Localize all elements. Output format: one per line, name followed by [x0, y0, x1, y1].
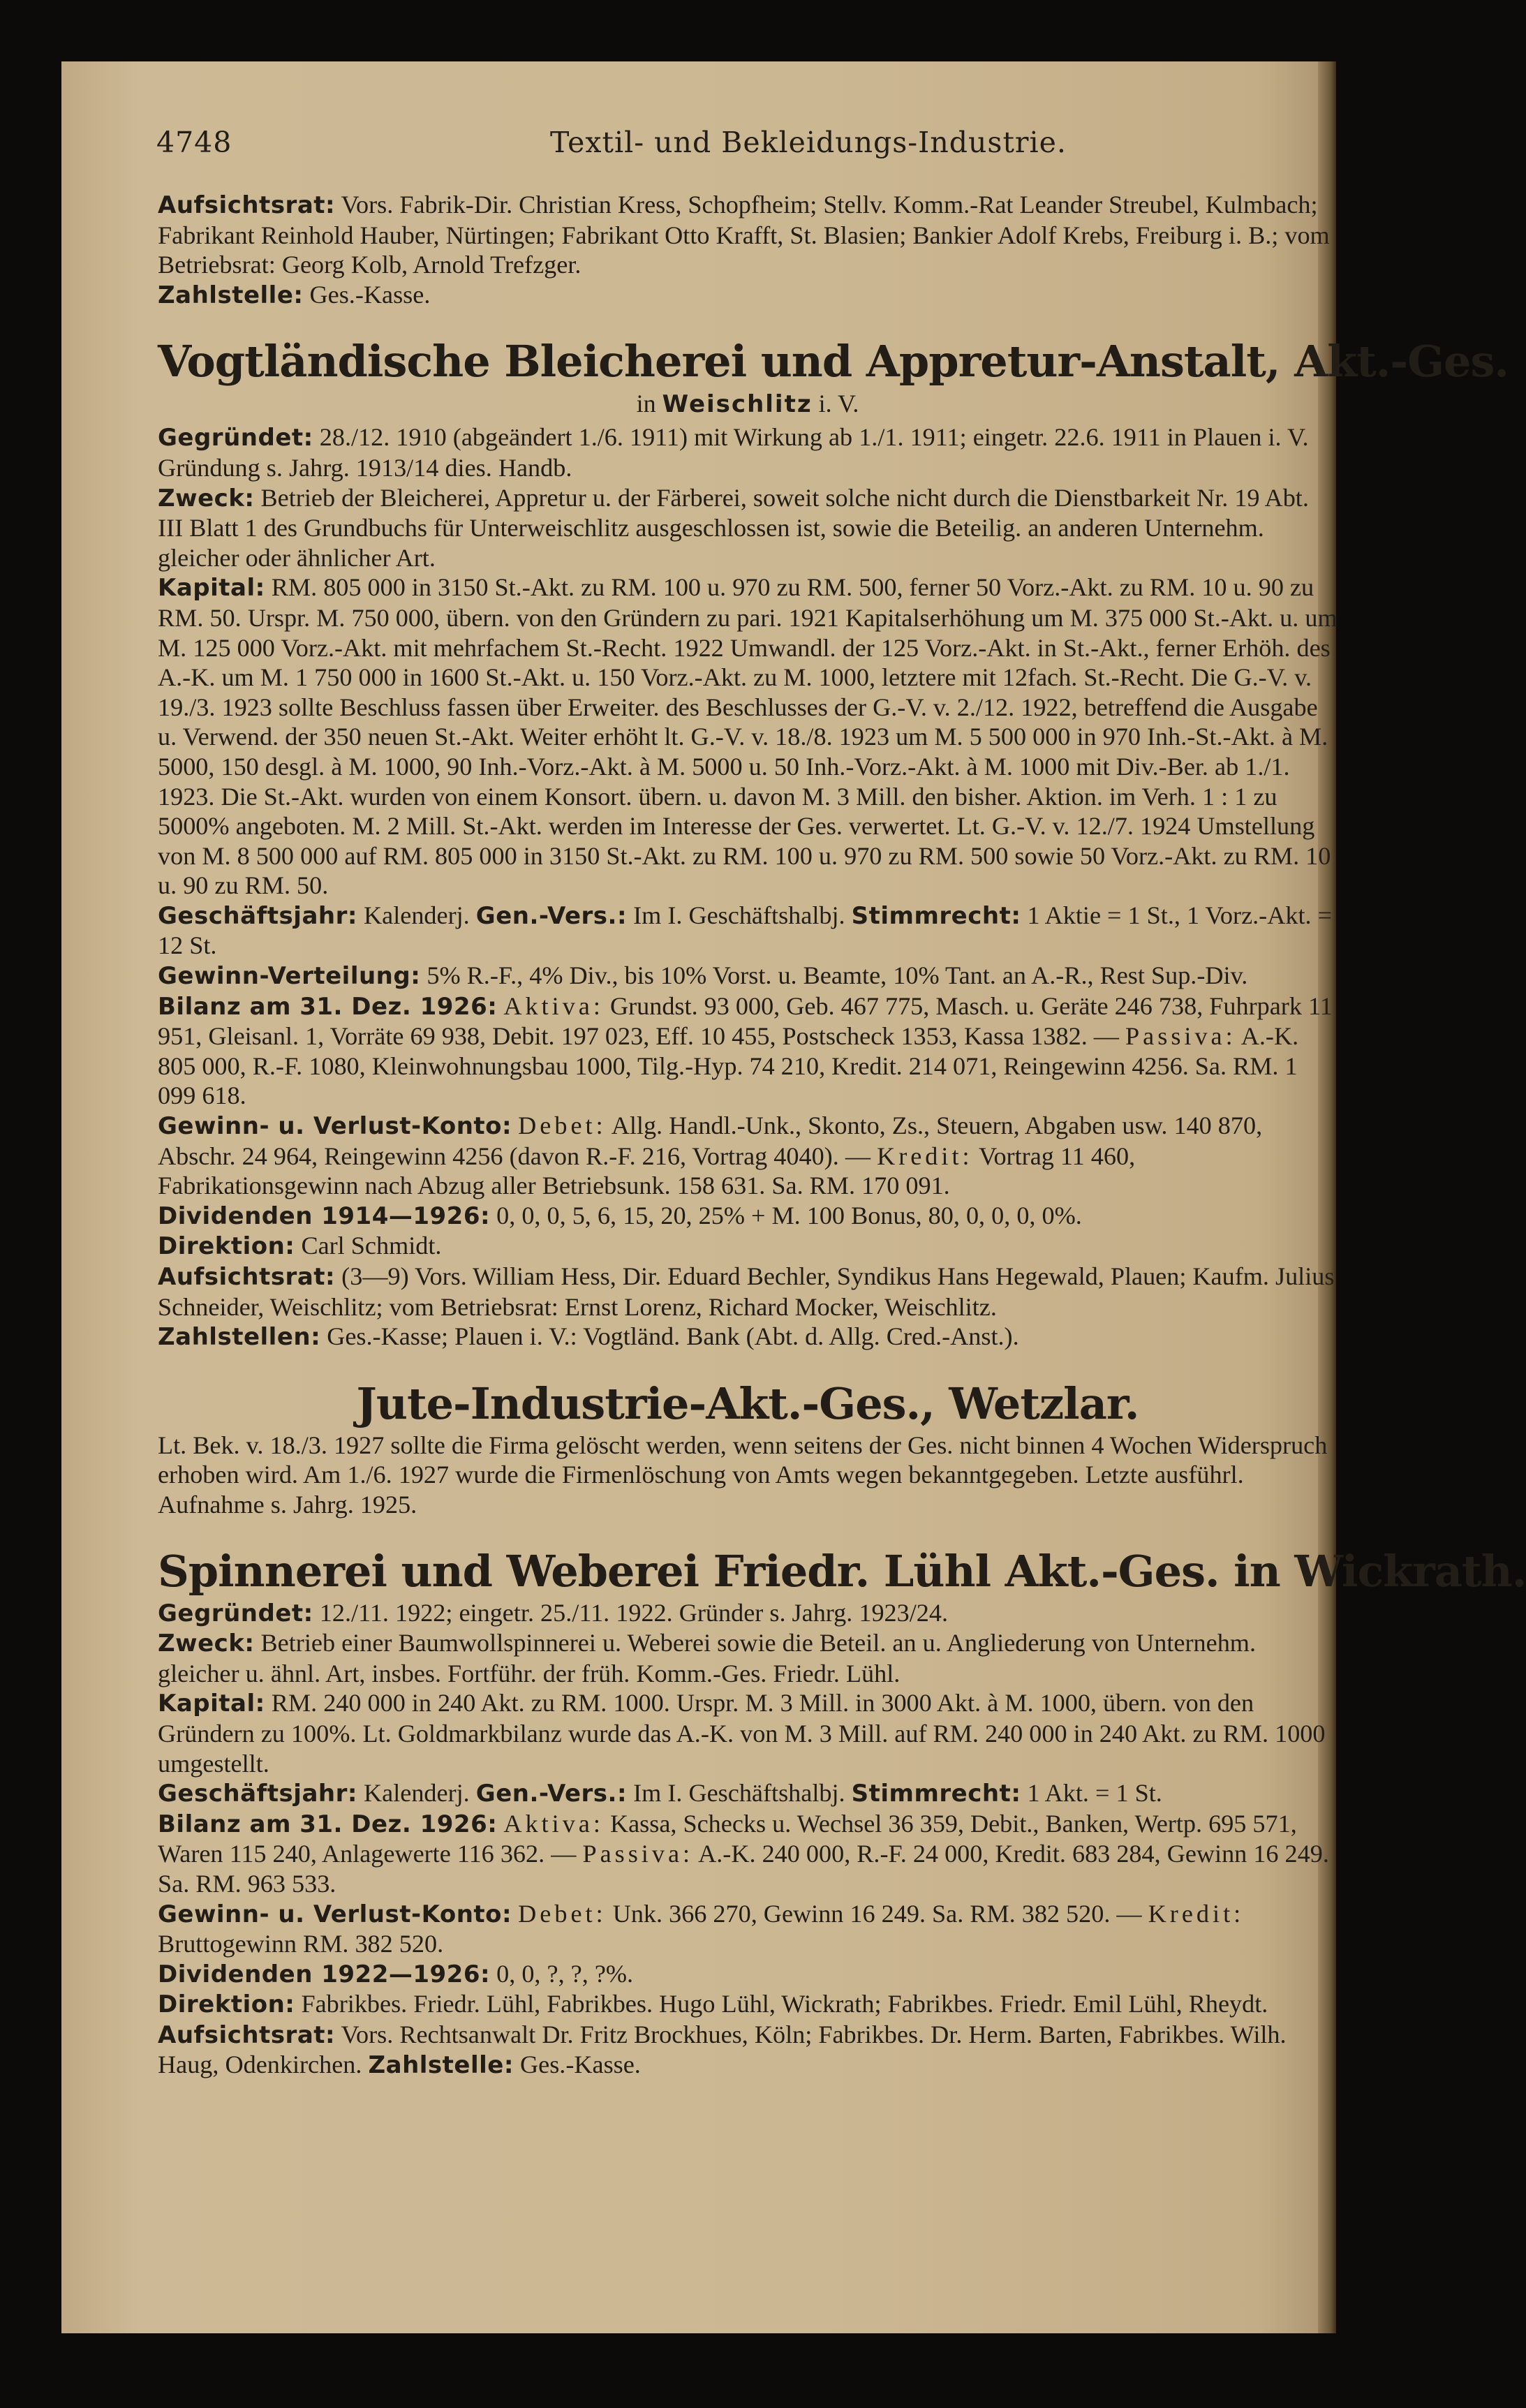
- field-label: Direktion:: [158, 1232, 295, 1261]
- field-label: Geschäftsjahr:: [158, 901, 357, 930]
- field-label: Zahlstelle:: [368, 2051, 514, 2080]
- field-label: Aufsichtsrat:: [158, 1263, 336, 1291]
- field-sublabel: Passiva:: [1125, 1022, 1236, 1051]
- page-number: 4748: [156, 126, 232, 159]
- field-text: Kassa, Schecks u. Wechsel 36 359, Debit., Banken, Wertp. 695 571, Waren 115 240, Anlagewerte 116 362. —: [158, 1809, 1297, 1868]
- field-geschaeftsjahr: [158, 1778, 1338, 1809]
- field-aufsichtsrat: [158, 1262, 1338, 1322]
- field-label: Dividenden 1922—1926:: [158, 1960, 491, 1988]
- field-text: Betrieb der Bleicherei, Appretur u. der Färberei, soweit solche nicht durch die Dienstbarkeit Nr. 19 Abt. III Blatt 1 des Grundbuchs für Unterweischlitz ausgeschlossen ist, sowie die Beteilig. an anderen Unternehm. gleicher oder ähnlicher Art.: [158, 483, 1309, 572]
- field-label: Kapital:: [158, 574, 265, 603]
- field-label: Gen.-Vers.:: [475, 901, 628, 930]
- field-gegruendet: [158, 422, 1338, 482]
- field-text: Unk. 366 270, Gewinn 16 249. Sa. RM. 382 520. —: [612, 1899, 1142, 1928]
- field-label: Stimmrecht:: [851, 901, 1021, 930]
- field-direktion: [158, 1989, 1338, 2020]
- field-kapital: [158, 573, 1338, 901]
- field-aufsichtsrat: [158, 190, 1338, 280]
- company-title: Spinnerei und Weberei Friedr. Lühl Akt.-Ges. in Wickrath.: [158, 1545, 1526, 1597]
- field-text: Betrieb einer Baumwollspinnerei u. Weberei sowie die Beteil. an u. Angliederung von Unternehm. gleicher u. ähnl. Art, insbes. Fortführ. der früh. Komm.-Ges. Friedr. Lühl.: [158, 1629, 1256, 1687]
- field-text: Vors. Rechtsanwalt Dr. Fritz Brockhues, Köln; Fabrikbes. Dr. Herm. Barten, Fabrikbes. Wilh. Haug, Odenkirchen.: [158, 2020, 1287, 2079]
- field-sublabel: Kredit:: [1148, 1899, 1245, 1928]
- field-text: 0, 0, 0, 5, 6, 15, 20, 25% + M. 100 Bonus, 80, 0, 0, 0, 0%.: [496, 1201, 1082, 1229]
- page-text: [158, 190, 1526, 2081]
- field-dividenden: [158, 1201, 1338, 1232]
- field-text: 5% R.-F., 4% Div., bis 10% Vorst. u. Beamte, 10% Tant. an A.-R., Rest Sup.-Div.: [427, 961, 1248, 990]
- location-name: Weischlitz: [662, 390, 813, 419]
- field-text: Kalenderj.: [364, 901, 470, 929]
- field-label: Zahlstelle:: [158, 281, 304, 309]
- field-text: 1 Aktie = 1 St., 1 Vorz.-Akt. = 12 St.: [158, 901, 1333, 960]
- field-text: Carl Schmidt.: [301, 1232, 442, 1260]
- field-zahlstellen: [158, 1322, 1338, 1352]
- entry-continuation: [158, 190, 1338, 310]
- field-text: Ges.-Kasse.: [309, 280, 431, 309]
- field-text: Bruttogewinn RM. 382 520.: [158, 1930, 444, 1958]
- field-bilanz: [158, 991, 1338, 1111]
- field-label: Gewinn-Verteilung:: [158, 962, 421, 991]
- field-gewinn-verlust-konto: [158, 1111, 1338, 1201]
- field-text: 1 Akt. = 1 St.: [1027, 1779, 1162, 1808]
- field-text: RM. 240 000 in 240 Akt. zu RM. 1000. Urspr. M. 3 Mill. in 3000 Akt. à M. 1000, übern. von den Gründern zu 100%. Lt. Goldmarkbilanz wurde das A.-K. von M. 3 Mill. auf RM. 240 000 in 240 Akt. zu RM. 1000 umgestellt.: [158, 1689, 1326, 1778]
- field-label: Bilanz am 31. Dez. 1926:: [158, 1810, 498, 1838]
- entry-jute-industrie: [158, 1377, 1338, 1520]
- field-text: 12./11. 1922; eingetr. 25./11. 1922. Gründer s. Jahrg. 1923/24.: [319, 1598, 949, 1627]
- field-label: Direktion:: [158, 1990, 295, 2019]
- field-label: Zweck:: [158, 1630, 255, 1658]
- field-text: A.-K. 805 000, R.-F. 1080, Kleinwohnungsbau 1000, Tilg.-Hyp. 74 210, Kredit. 214 071, Reingewinn 4256. Sa. RM. 1 099 618.: [158, 1022, 1299, 1110]
- field-text: (3—9) Vors. William Hess, Dir. Eduard Bechler, Syndikus Hans Hegewald, Plauen; Kaufm. Julius Schneider, Weischlitz; vom Betriebsrat: Ernst Lorenz, Richard Mocker, Weischlitz.: [158, 1262, 1335, 1321]
- field-sublabel: Debet:: [518, 1111, 607, 1140]
- field-sublabel: Debet:: [518, 1899, 607, 1928]
- field-kapital: [158, 1688, 1338, 1778]
- field-label: Bilanz am 31. Dez. 1926:: [158, 992, 498, 1021]
- field-text: Im I. Geschäftshalbj.: [633, 1779, 845, 1808]
- entry-text: Lt. Bek. v. 18./3. 1927 sollte die Firma gelöscht werden, wenn seitens der Ges. nicht binnen 4 Wochen Widerspruch erhoben wird. Am 1./6. 1927 wurde die Firmenlöschung von Amts wegen bekanntgegeben. Letzte ausführl. Aufnahme s. Jahrg. 1925.: [158, 1431, 1328, 1519]
- field-zahlstelle: [158, 280, 1338, 311]
- field-label: Kapital:: [158, 1690, 265, 1718]
- entry-spinnerei-weberei-luehl: [158, 1545, 1526, 2081]
- field-dividenden: [158, 1959, 1338, 1990]
- field-text: Allg. Handl.-Unk., Skonto, Zs., Steuern, Abgaben usw. 140 870, Abschr. 24 964, Reingewinn 4256 (davon R.-F. 216, Vortrag 4040). —: [158, 1111, 1263, 1170]
- field-text: A.-K. 240 000, R.-F. 24 000, Kredit. 683 284, Gewinn 16 249. Sa. RM. 963 533.: [158, 1840, 1329, 1898]
- field-text: Ges.-Kasse.: [520, 2051, 641, 2079]
- field-geschaeftsjahr: [158, 901, 1338, 961]
- field-bilanz: [158, 1809, 1338, 1899]
- entry-vogtlaendische-bleicherei: [158, 335, 1509, 1352]
- field-label: Gegründet:: [158, 1599, 313, 1627]
- field-text: 28./12. 1910 (abgeändert 1./6. 1911) mit Wirkung ab 1./1. 1911; eingetr. 22.6. 1911 in Plauen i. V. Gründung s. Jahrg. 1913/14 dies. Handb.: [158, 423, 1309, 482]
- field-text: Vors. Fabrik-Dir. Christian Kress, Schopfheim; Stellv. Komm.-Rat Leander Streubel, Kulmbach; Fabrikant Reinhold Hauber, Nürtingen; Fabrikant Otto Krafft, St. Blasien; Bankier Adolf Krebs, Freiburg i. B.; vom Betriebsrat: Georg Kolb, Arnold Trefzger.: [158, 191, 1330, 279]
- running-title: Textil- und Bekleidungs-Industrie.: [550, 126, 1067, 159]
- location-prefix: in: [636, 390, 656, 418]
- field-gewinn-verteilung: [158, 961, 1338, 991]
- location-suffix: i. V.: [818, 390, 859, 418]
- field-gewinn-verlust-konto: [158, 1899, 1338, 1959]
- field-zweck: [158, 1628, 1338, 1688]
- field-label: Dividenden 1914—1926:: [158, 1202, 491, 1230]
- field-text: Kalenderj.: [364, 1779, 470, 1808]
- company-title: Vogtländische Bleicherei und Appretur-Anstalt, Akt.-Ges.: [158, 336, 1509, 387]
- book-page: [61, 61, 1526, 2333]
- field-text: Grundst. 93 000, Geb. 467 775, Masch. u. Geräte 246 738, Fuhrpark 11 951, Gleisanl. 1, Vorräte 69 938, Debit. 197 023, Eff. 10 455, Postscheck 1353, Kassa 1382. —: [158, 991, 1333, 1051]
- running-header: [61, 126, 1311, 175]
- company-location: [158, 388, 1338, 420]
- field-label: Stimmrecht:: [851, 1780, 1021, 1808]
- field-label: Gewinn- u. Verlust-Konto:: [158, 1112, 512, 1141]
- field-text: 0, 0, ?, ?, ?%.: [496, 1959, 634, 1988]
- field-sublabel: Passiva:: [582, 1840, 694, 1868]
- field-label: Gen.-Vers.:: [475, 1780, 628, 1808]
- field-direktion: [158, 1231, 1338, 1262]
- field-text: RM. 805 000 in 3150 St.-Akt. zu RM. 100 u. 970 zu RM. 500, ferner 50 Vorz.-Akt. zu RM. 10 u. 90 zu RM. 50. Urspr. M. 750 000, übern. von den Gründern zu pari. 1921 Kapitalserhöhung um M. 375 000 St.-Akt. u. um M. 125 000 Vorz.-Akt. mit mehrfachem St.-Recht. 1922 Umwandl. der 125 Vorz.-Akt. in St.-Akt., ferner Erhöh. des A.-K. um M. 1 750 000 in 1600 St.-Akt. u. 150 Vorz.-Akt. zu M. 1000, letztere mit 12fach. St.-Recht. Die G.-V. v. 19./3. 1923 sollte Beschluss fassen über Erweiter. des Beschlusses der G.-V. v. 2./12. 1922, betreffend die Ausgabe u. Verwend. der 350 neuen St.-Akt. Weiter erhöht lt. G.-V. v. 18./8. 1923 um M. 5 500 000 in 970 Inh.-St.-Akt. à M. 5000, 150 desgl. à M. 1000, 90 Inh.-Vorz.-Akt. à M. 5000 u. 50 Inh.-Vorz.-Akt. à M. 1000 mit Div.-Ber. ab 1./1. 1923. Die St.-Akt. wurden von einem Konsort. übern. u. davon M. 3 Mill. den bisher. Aktion. im Verh. 1 : 1 zu 5000% angeboten. M. 2 Mill. St.-Akt. werden im Interesse der Ges. verwertet. Lt. G.-V. v. 12./7. 1924 Umstellung von M. 8 500 000 auf RM. 805 000 in 3150 St.-Akt. zu RM. 100 u. 970 zu RM. 500 sowie 50 Vorz.-Akt. zu RM. 10 u. 90 zu RM. 50.: [158, 573, 1338, 900]
- field-text: Im I. Geschäftshalbj.: [633, 901, 845, 929]
- field-label: Gewinn- u. Verlust-Konto:: [158, 1900, 512, 1928]
- field-label: Gegründet:: [158, 424, 313, 452]
- field-text: Fabrikbes. Friedr. Lühl, Fabrikbes. Hugo Lühl, Wickrath; Fabrikbes. Friedr. Emil Lühl, Rheydt.: [301, 1990, 1268, 2018]
- field-label: Aufsichtsrat:: [158, 191, 336, 219]
- company-title: Jute-Industrie-Akt.-Ges., Wetzlar.: [356, 1377, 1139, 1429]
- field-label: Zahlstellen:: [158, 1323, 321, 1352]
- field-aufsichtsrat: [158, 2020, 1338, 2081]
- field-text: Ges.-Kasse; Plauen i. V.: Vogtländ. Bank (Abt. d. Allg. Cred.-Anst.).: [327, 1322, 1019, 1351]
- field-sublabel: Aktiva:: [503, 991, 604, 1020]
- field-zweck: [158, 483, 1338, 573]
- field-gegruendet: [158, 1598, 1338, 1629]
- field-label: Aufsichtsrat:: [158, 2021, 336, 2049]
- field-label: Geschäftsjahr:: [158, 1780, 357, 1808]
- field-text: Vortrag 11 460, Fabrikationsgewinn nach Abzug aller Betriebsunk. 158 631. Sa. RM. 170 091.: [158, 1142, 1136, 1200]
- field-sublabel: Kredit:: [877, 1142, 973, 1170]
- field-sublabel: Aktiva:: [503, 1809, 604, 1838]
- field-label: Zweck:: [158, 484, 255, 512]
